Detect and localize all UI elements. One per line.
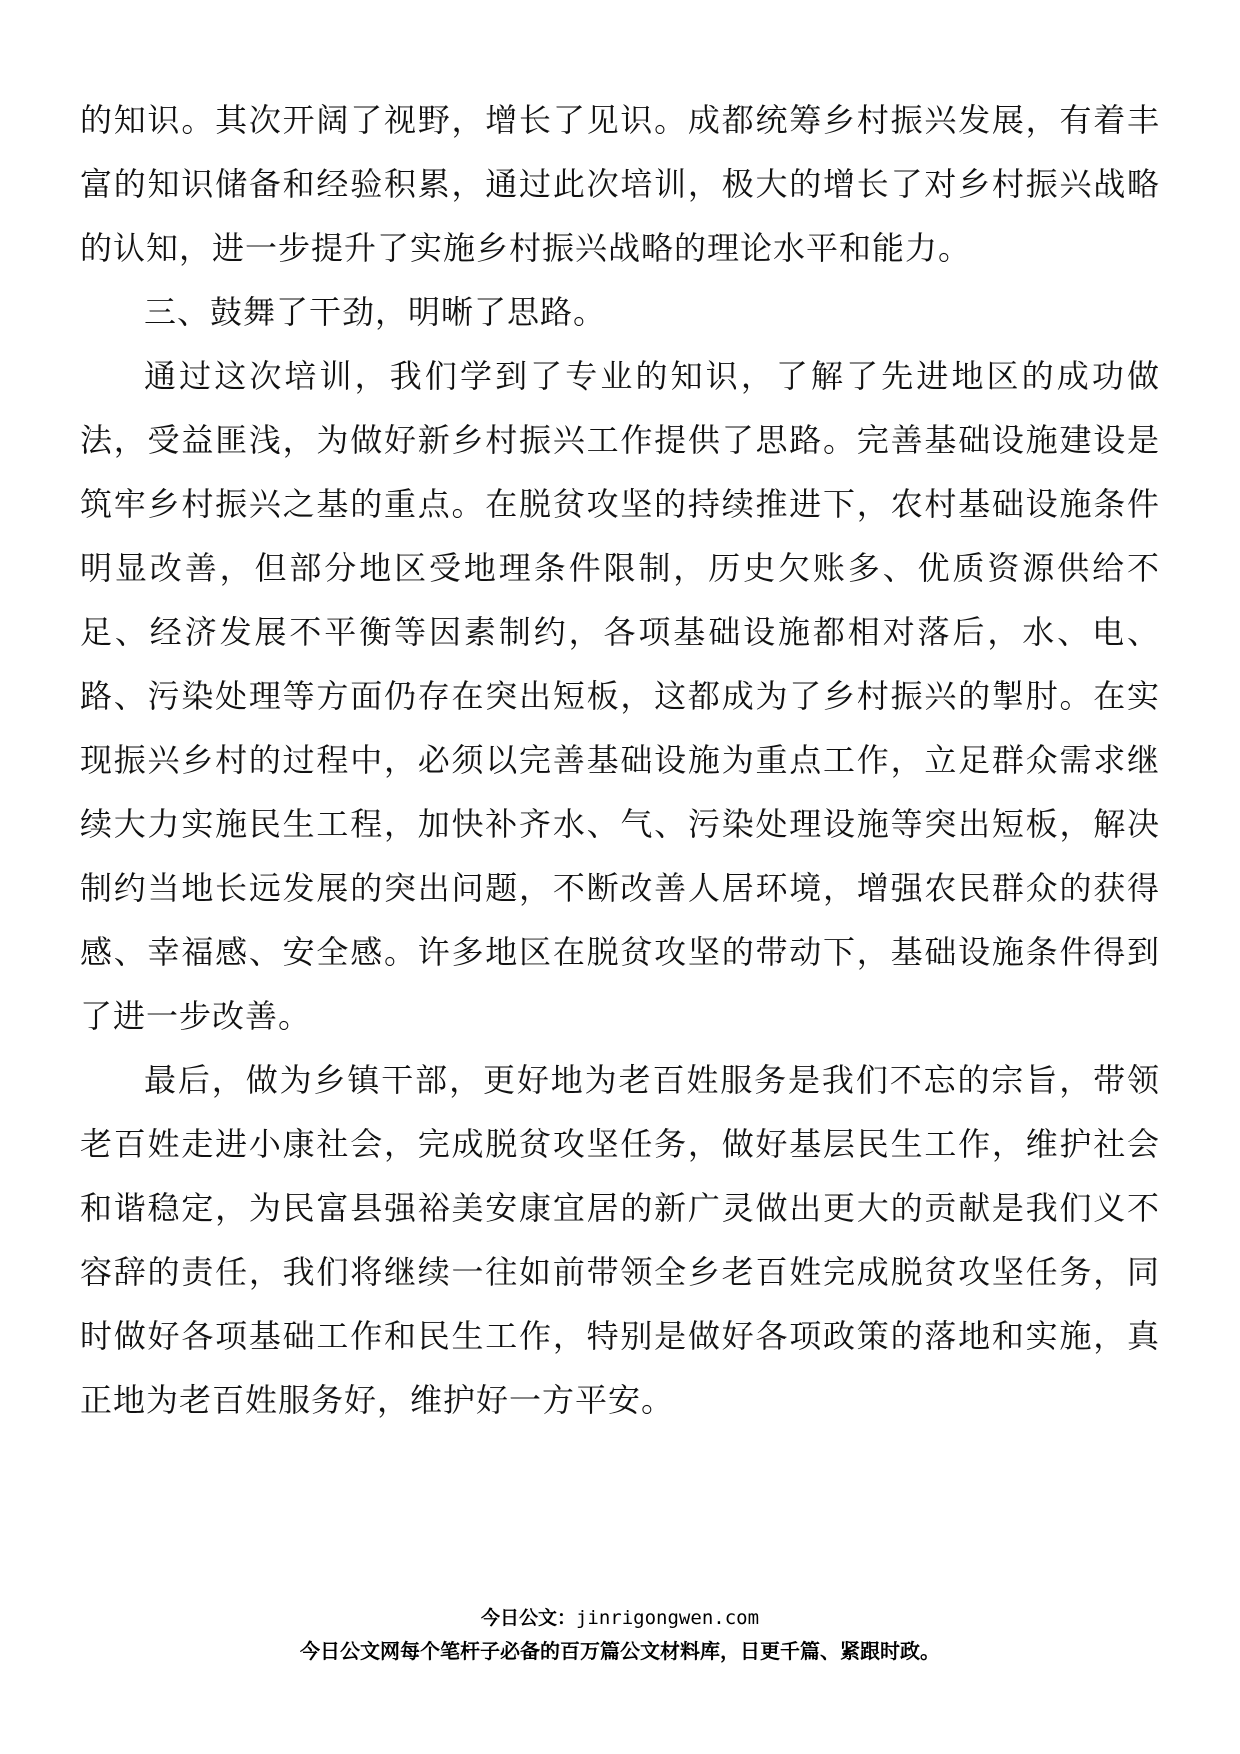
paragraph-continuation: 的知识。其次开阔了视野，增长了见识。成都统筹乡村振兴发展，有着丰富的知识储备和经验积累，通过此次培训，极大的增长了对乡村振兴战略的认知，进一步提升了实施乡村振兴战略的理论水平和能力。: [80, 101, 1160, 267]
footer-brand-line: [0, 1602, 1240, 1634]
document-body: [80, 88, 1160, 1432]
section-heading: 三、鼓舞了干劲，明晰了思路。: [144, 293, 607, 331]
paragraph-conclusion: 最后，做为乡镇干部，更好地为老百姓服务是我们不忘的宗旨，带领老百姓走进小康社会，完成脱贫攻坚任务，做好基层民生工作，维护社会和谐稳定，为民富县强裕美安康宜居的新广灵做出更大的贡献是我们义不容辞的责任，我们将继续一往如前带领全乡老百姓完成脱贫攻坚任务，同时做好各项基础工作和民生工作，特别是做好各项政策的落地和实施，真正地为老百姓服务好，维护好一方平安。: [80, 1061, 1160, 1419]
footer-site-link[interactable]: jinrigongwen.com: [575, 1607, 760, 1629]
footer-slogan: 今日公文网每个笔杆子必备的百万篇公文材料库，日更千篇、紧跟时政。: [300, 1639, 940, 1663]
footer-brand-label: 今日公文：: [480, 1607, 576, 1629]
footer: [0, 1602, 1240, 1668]
paragraph-infrastructure: 通过这次培训，我们学到了专业的知识，了解了先进地区的成功做法，受益匪浅，为做好新乡村振兴工作提供了思路。完善基础设施建设是筑牢乡村振兴之基的重点。在脱贫攻坚的持续推进下，农村基础设施条件明显改善，但部分地区受地理条件限制，历史欠账多、优质资源供给不足、经济发展不平衡等因素制约，各项基础设施都相对落后，水、电、路、污染处理等方面仍存在突出短板，这都成为了乡村振兴的掣肘。在实现振兴乡村的过程中，必须以完善基础设施为重点工作，立足群众需求继续大力实施民生工程，加快补齐水、气、污染处理设施等突出短板，解决制约当地长远发展的突出问题，不断改善人居环境，增强农民群众的获得感、幸福感、安全感。许多地区在脱贫攻坚的带动下，基础设施条件得到了进一步改善。: [80, 357, 1160, 1035]
